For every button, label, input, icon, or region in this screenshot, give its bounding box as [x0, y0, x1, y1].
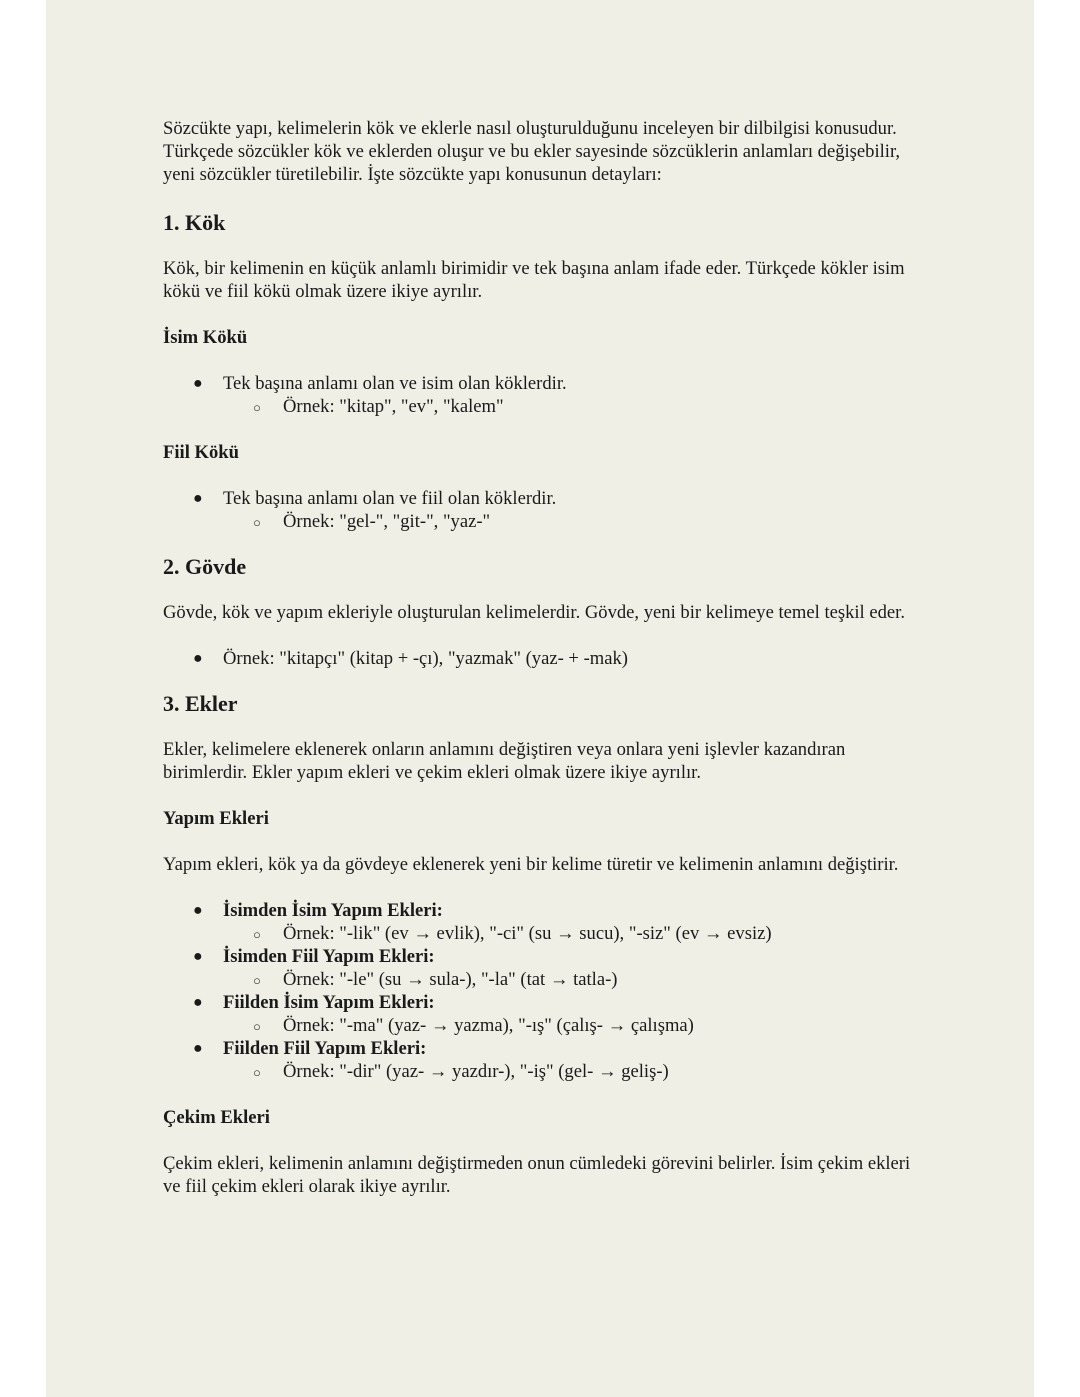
sub-list [223, 395, 923, 418]
circle-bullet-icon: ○ [253, 1019, 261, 1034]
list-item: ● İsimden İsim Yapım Ekleri: ○ Örnek: "-lik" (ev → evlik), "-ci" (su → sucu), "-siz" (ev → evsiz) [163, 899, 923, 945]
bullet-icon: ● [193, 1040, 203, 1057]
circle-bullet-icon: ○ [253, 927, 261, 942]
bullet-icon: ● [193, 375, 203, 392]
cekim-ekleri-description: Çekim ekleri, kelimenin anlamını değiştirmeden onun cümledeki görevini belirler. İsim çekim ekleri ve fiil çekim ekleri olarak ikiye ayrılır. [163, 1153, 911, 1197]
list-item: ● Fiilden İsim Yapım Ekleri: ○ Örnek: "-ma" (yaz- → yazma), "-ış" (çalış- → çalışma) [163, 991, 923, 1037]
fiil-koku-list [163, 487, 923, 533]
intro-paragraph: Sözcükte yapı, kelimelerin kök ve eklerle nasıl oluşturulduğunu inceleyen bir dilbilgisi konusudur. Türkçede sözcükler kök ve eklerden oluşur ve bu ekler sayesinde sözcüklerin anlamları değişebilir, yeni sözcükler türetilebilir. İşte sözcükte yapı konusunun detayları: [163, 118, 901, 185]
sub-list [223, 1014, 923, 1037]
circle-bullet-icon: ○ [253, 515, 261, 530]
list-item: ● Tek başına anlamı olan ve isim olan köklerdir. ○ Örnek: "kitap", "ev", "kalem" [163, 372, 923, 418]
sub-list-item: ○ Örnek: "-le" (su → sula-), "-la" (tat → tatla-) [253, 969, 618, 990]
list-item: ● Fiilden Fiil Yapım Ekleri: ○ Örnek: "-dir" (yaz- → yazdır-), "-iş" (gel- → geliş-) [163, 1037, 923, 1083]
circle-bullet-icon: ○ [253, 400, 261, 415]
isim-koku-list [163, 372, 923, 418]
document-page [46, 0, 1034, 1397]
section-heading-ekler: 3. Ekler [163, 691, 238, 716]
sub-list-item: ○ Örnek: "-dir" (yaz- → yazdır-), "-iş" (gel- → geliş-) [253, 1061, 669, 1082]
kok-description: Kök, bir kelimenin en küçük anlamlı birimidir ve tek başına anlam ifade eder. Türkçede kökler isim kökü ve fiil kökü olmak üzere ikiye ayrılır. [163, 258, 905, 302]
section-heading-kok: 1. Kök [163, 210, 226, 235]
bullet-icon: ● [193, 490, 203, 507]
bullet-icon: ● [193, 948, 203, 965]
document-content [163, 117, 923, 1198]
circle-bullet-icon: ○ [253, 1065, 261, 1080]
bullet-icon: ● [193, 650, 203, 667]
sub-list-item: ○ Örnek: "kitap", "ev", "kalem" [253, 396, 504, 417]
subheading-yapim-ekleri: Yapım Ekleri [163, 808, 269, 829]
circle-bullet-icon: ○ [253, 973, 261, 988]
list-item: ● Tek başına anlamı olan ve fiil olan köklerdir. ○ Örnek: "gel-", "git-", "yaz-" [163, 487, 923, 533]
sub-list [223, 510, 923, 533]
subheading-cekim-ekleri: Çekim Ekleri [163, 1107, 270, 1128]
sub-list [223, 968, 923, 991]
yapim-ekleri-list [163, 899, 923, 1083]
govde-list [163, 647, 923, 670]
sub-list [223, 922, 923, 945]
govde-description: Gövde, kök ve yapım ekleriyle oluşturulan kelimelerdir. Gövde, yeni bir kelimeye temel teşkil eder. [163, 602, 905, 623]
section-heading-govde: 2. Gövde [163, 554, 247, 579]
subheading-isim-koku: İsim Kökü [163, 327, 248, 348]
bullet-icon: ● [193, 994, 203, 1011]
list-item: ● Örnek: "kitapçı" (kitap + -çı), "yazmak" (yaz- + -mak) [193, 648, 628, 669]
ekler-description: Ekler, kelimelere eklenerek onların anlamını değiştiren veya onlara yeni işlevler kazandıran birimlerdir. Ekler yapım ekleri ve çekim ekleri olmak üzere ikiye ayrılır. [163, 739, 846, 783]
list-item: ● İsimden Fiil Yapım Ekleri: ○ Örnek: "-le" (su → sula-), "-la" (tat → tatla-) [163, 945, 923, 991]
sub-list-item: ○ Örnek: "-ma" (yaz- → yazma), "-ış" (çalış- → çalışma) [253, 1015, 694, 1036]
bullet-icon: ● [193, 902, 203, 919]
sub-list [223, 1060, 923, 1083]
yapim-ekleri-description: Yapım ekleri, kök ya da gövdeye eklenerek yeni bir kelime türetir ve kelimenin anlamını değiştirir. [163, 854, 899, 875]
subheading-fiil-koku: Fiil Kökü [163, 442, 239, 463]
sub-list-item: ○ Örnek: "gel-", "git-", "yaz-" [253, 511, 491, 532]
sub-list-item: ○ Örnek: "-lik" (ev → evlik), "-ci" (su → sucu), "-siz" (ev → evsiz) [253, 923, 772, 944]
